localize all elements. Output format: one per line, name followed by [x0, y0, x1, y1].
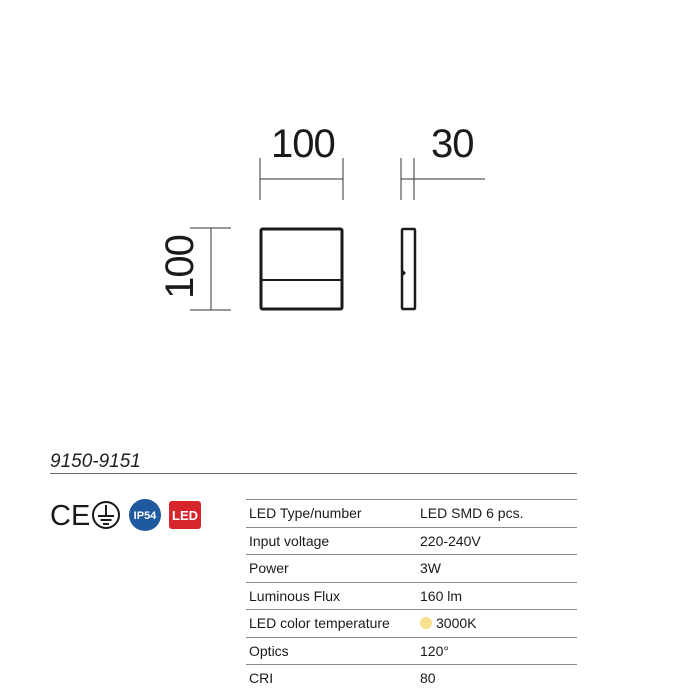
spec-label: Luminous Flux: [249, 587, 341, 604]
spec-value: 3000K: [436, 615, 477, 632]
front-width-label: 100: [271, 122, 335, 166]
spec-value: 3W: [420, 560, 441, 577]
ip54-badge-icon: [129, 499, 161, 531]
spec-row-led-type: [246, 499, 577, 527]
led-badge-icon: [169, 501, 201, 529]
spec-value: LED SMD 6 pcs.: [420, 505, 524, 522]
spec-row-input-voltage: [246, 527, 577, 555]
spec-row-cri: [246, 664, 577, 692]
spec-row-optics: [246, 637, 577, 665]
model-number: 9150-9151: [50, 451, 141, 472]
spec-label: Power: [249, 560, 289, 577]
spec-label: LED color temperature: [249, 615, 390, 632]
spec-value: 220-240V: [420, 532, 481, 549]
svg-text:LED: LED: [172, 508, 198, 523]
spec-value: 120°: [420, 642, 449, 659]
svg-text:CE: CE: [50, 500, 91, 532]
spec-label: CRI: [249, 670, 274, 687]
ground-symbol-icon: [93, 502, 119, 528]
ce-mark-icon: [50, 500, 90, 532]
spec-row-power: [246, 554, 577, 582]
spec-row-luminous-flux: [246, 582, 577, 610]
spec-value: 80: [420, 670, 436, 687]
certification-marks: [50, 498, 210, 532]
spec-row-color-temperature: [246, 609, 577, 637]
side-depth-label: 30: [431, 122, 474, 166]
front-height-label: 100: [157, 235, 202, 299]
front-view: [261, 229, 342, 309]
side-view: [402, 229, 415, 309]
model-divider: [50, 473, 577, 474]
svg-text:IP54: IP54: [133, 510, 157, 522]
spec-label: Optics: [249, 642, 289, 659]
spec-label: LED Type/number: [249, 505, 362, 522]
color-temperature-swatch-icon: [420, 617, 432, 629]
spec-table: [246, 499, 577, 692]
spec-value: 160 lm: [420, 587, 463, 604]
spec-label: Input voltage: [249, 532, 330, 549]
